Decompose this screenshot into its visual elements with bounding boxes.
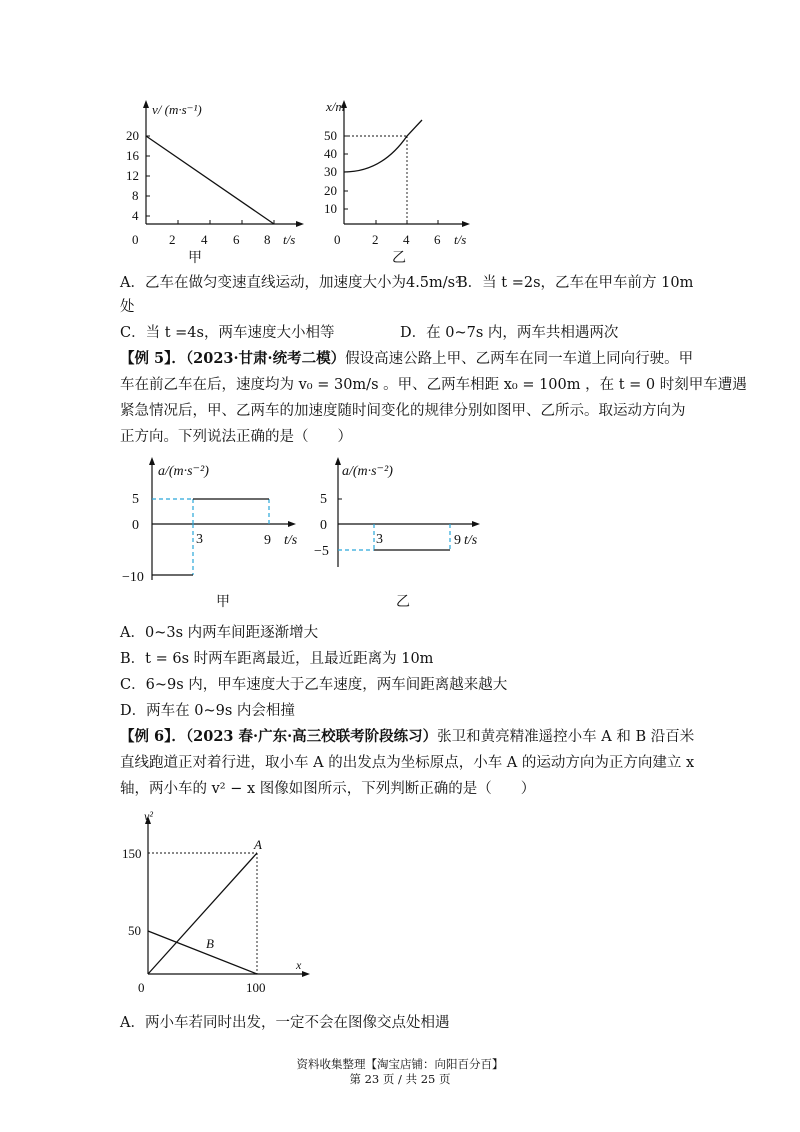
ytick: 5 xyxy=(132,492,139,507)
graph-jia2-ylabel: a/(m·s⁻²) xyxy=(158,464,209,479)
ex5-tag: 【例 5】． xyxy=(120,350,186,367)
graph-yi-curve xyxy=(344,120,422,172)
xtick: 9 xyxy=(264,533,271,548)
xtick: 6 xyxy=(233,232,240,247)
graph-yi2-xlabel: t/s xyxy=(464,533,478,548)
footer-page-number: 第 23 页 / 共 25 页 xyxy=(349,1072,451,1086)
q4-option-b: B．当 t =2s，乙车在甲车前方 10m xyxy=(457,275,694,291)
xtick: 100 xyxy=(246,980,266,995)
ytick: 50 xyxy=(128,923,141,938)
xtick: 8 xyxy=(264,232,271,247)
graph-yi-xt xyxy=(322,96,482,266)
xtick: 4 xyxy=(403,232,410,247)
graph-yi-origin: 0 xyxy=(334,232,341,247)
ytick: 30 xyxy=(324,164,337,179)
graph-v2x-line-a xyxy=(148,853,257,974)
ytick: 50 xyxy=(324,128,337,143)
ex5-option-c: C．6~9s 内，甲车速度大于乙车速度，两车间距离越来越大 xyxy=(120,677,508,693)
graph-v2x-ylabel: v² xyxy=(144,809,153,823)
ex5-text1: 假设高速公路上甲、乙两车在同一车道上同向行驶。甲 xyxy=(345,351,694,367)
graph-jia2-step xyxy=(152,499,269,575)
ex6-line3: 轴，两小车的 v² − x 图像如图所示，下列判断正确的是（ ） xyxy=(120,781,536,797)
ytick: 0 xyxy=(132,518,139,533)
graph-jia-line xyxy=(146,136,274,224)
ex6-text1: 张卫和黄亮精准遥控小车 A 和 B 沿百米 xyxy=(437,729,695,745)
q4-option-a: A．乙车在做匀变速直线运动，加速度大小为4.5m/s² xyxy=(120,275,461,291)
ytick: 40 xyxy=(324,146,337,161)
graph-yi-caption: 乙 xyxy=(392,251,406,266)
ex5-line2: 车在前乙车在后，速度均为 v₀ = 30m/s 。甲、乙两车相距 x₀ = 100m ，在 t = 0 时刻甲车遭遇 xyxy=(120,377,747,393)
graph-yi2-ylabel: a/(m·s⁻²) xyxy=(342,464,393,479)
graph-jia-origin: 0 xyxy=(132,232,139,247)
graph-yi-at xyxy=(316,455,506,615)
footer-source: 资料收集整理【淘宝店铺：向阳百分百】 xyxy=(296,1057,504,1071)
xtick: 2 xyxy=(169,232,176,247)
ytick: −10 xyxy=(122,570,144,585)
ex6-line2: 直线跑道正对着行进，取小车 A 的出发点为坐标原点，小车 A 的运动方向为正方向建立 x xyxy=(120,755,695,771)
graph-v2x-label-a: A xyxy=(254,837,262,852)
graph-v2x-xlabel: x xyxy=(296,958,302,972)
ytick: 8 xyxy=(132,188,139,203)
ytick: 4 xyxy=(132,208,139,223)
graph-yi-xlabel: t/s xyxy=(454,232,467,247)
ex5-option-d: D．两车在 0~9s 内会相撞 xyxy=(120,703,295,719)
graph-jia-xlabel: t/s xyxy=(283,232,296,247)
graph-jia-ylabel: v/ (m·s⁻¹) xyxy=(152,102,202,117)
xtick: 3 xyxy=(376,532,383,547)
ytick: 5 xyxy=(320,492,327,507)
q4-option-b-cont: 处 xyxy=(120,299,135,315)
graph-v2-x xyxy=(120,806,320,1000)
ex5-source: （2023·甘肃·统考二模） xyxy=(185,350,346,367)
ex5-line4: 正方向。下列说法正确的是（ ） xyxy=(120,429,352,445)
graph-yi-ylabel: x/m xyxy=(326,99,345,114)
graph-v2x-line-b xyxy=(148,931,257,974)
xtick: 3 xyxy=(196,532,203,547)
ex5-option-a: A．0~3s 内两车间距逐渐增大 xyxy=(120,625,319,641)
ytick: −5 xyxy=(314,544,329,559)
graph-jia-at xyxy=(120,455,320,615)
ex5-line3: 紧急情况后，甲、乙两车的加速度随时间变化的规律分别如图甲、乙所示。取运动方向为 xyxy=(120,403,686,419)
graph-yi2-caption: 乙 xyxy=(396,595,410,610)
ex6-option-a: A．两小车若同时出发，一定不会在图像交点处相遇 xyxy=(120,1015,450,1031)
ytick: 20 xyxy=(324,183,337,198)
ytick: 150 xyxy=(122,846,142,861)
graph-v2x-origin: 0 xyxy=(138,980,145,995)
graph-jia-vt xyxy=(120,96,310,266)
q4-option-d: D．在 0~7s 内，两车共相遇两次 xyxy=(400,325,619,341)
ex6-line1 xyxy=(120,727,694,747)
ex5-line1 xyxy=(120,349,693,369)
graph-jia2-caption: 甲 xyxy=(216,595,230,610)
graph-jia2-xlabel: t/s xyxy=(284,533,298,548)
ytick: 20 xyxy=(126,128,139,143)
ytick: 10 xyxy=(324,201,337,216)
graph-jia-caption: 甲 xyxy=(188,251,202,266)
graph-v2x-label-b: B xyxy=(206,936,214,951)
ytick: 0 xyxy=(320,518,327,533)
xtick: 9 xyxy=(454,533,461,548)
xtick: 2 xyxy=(372,232,379,247)
ex5-option-b: B．t = 6s 时两车距离最近，且最近距离为 10m xyxy=(120,651,434,667)
ex6-tag: 【例 6】． xyxy=(120,728,186,745)
xtick: 6 xyxy=(434,232,441,247)
xtick: 4 xyxy=(201,232,208,247)
ytick: 16 xyxy=(126,148,139,163)
ex6-source: （2023 春·广东·高三校联考阶段练习） xyxy=(185,728,438,745)
ytick: 12 xyxy=(126,168,139,183)
q4-option-c: C．当 t =4s，两车速度大小相等 xyxy=(120,325,335,341)
